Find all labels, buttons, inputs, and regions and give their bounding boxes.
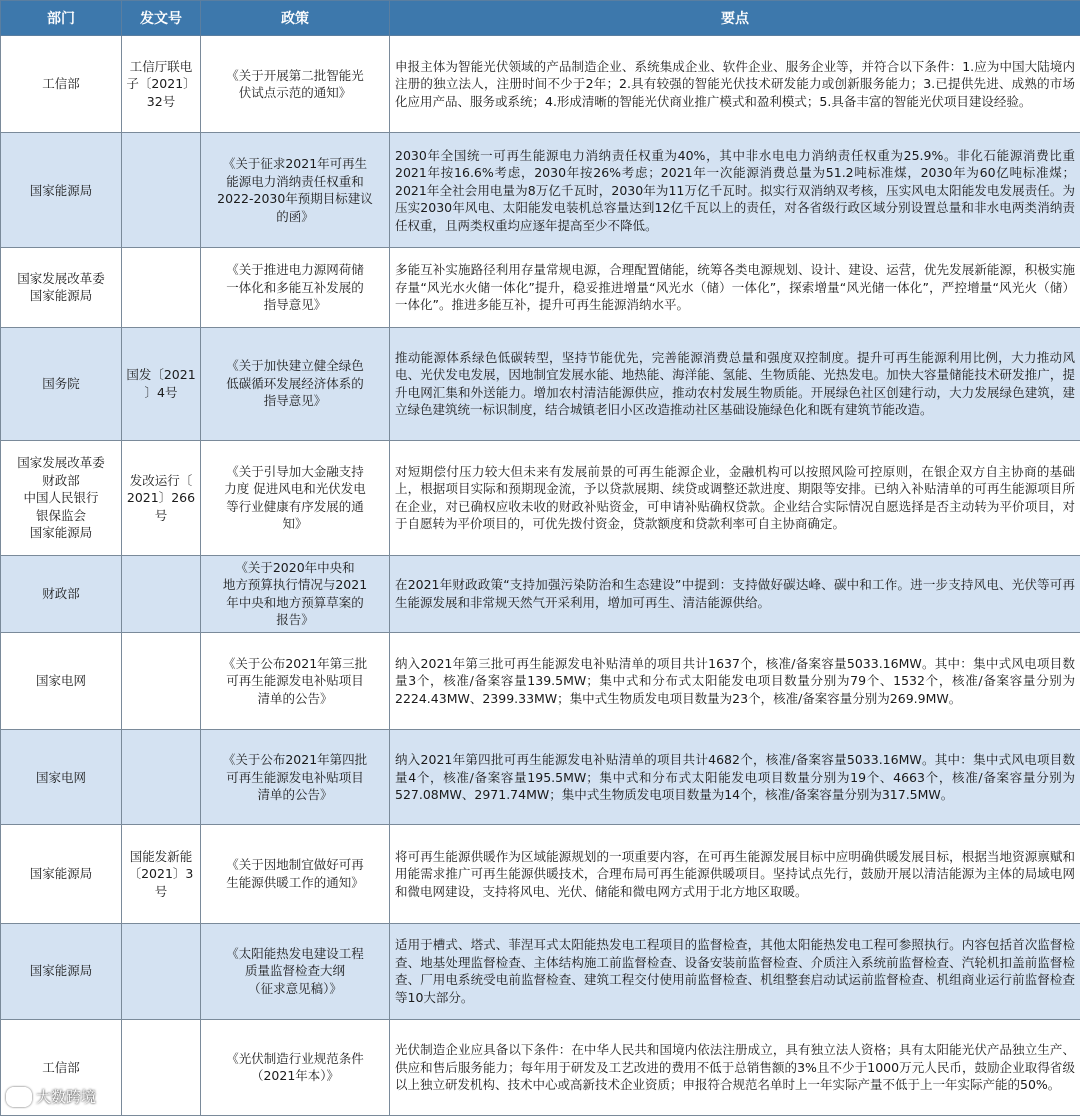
row-points: 光伏制造企业应具备以下条件：在中华人民共和国境内依法注册成立，具有独立法人资格；具有太阳能光伏产品独立生产、供应和售后服务能力；每年用于研发及工艺改进的费用不低于总销售额的3%且不少于1000万元人民币，鼓励企业取得省级以上独立研发机构、技术中心或高新技术企业资质；申报符合规范名单时上一年实际产量不低于上一年实际产能的50%。 — [395, 1042, 1075, 1093]
row-dept: 国家发展改革委 财政部 中国人民银行 银保监会 国家能源局 — [17, 455, 105, 541]
row-points: 申报主体为智能光伏领域的产品制造企业、系统集成企业、软件企业、服务企业等，并符合以下条件：1.应为中国大陆境内注册的独立法人，注册时间不少于2年；2.具有较强的智能光伏技术研发能力或创新服务能力；3.已提供先进、成熟的市场化应用产品、服务或系统；4.形成清晰的智能光伏商业推广模式和盈利模式；5.具备丰富的智能光伏项目建设经验。 — [395, 58, 1075, 109]
row-policy: 《太阳能热发电建设工程 质量监督检查大纲 （征求意见稿）》 — [226, 945, 364, 996]
row-policy: 《关于征求2021年可再生 能源电力消纳责任权重和 2022-2030年预期目标建议 的函》 — [217, 156, 373, 224]
row-dept: 国家能源局 — [29, 963, 93, 979]
header-doc-no: 发文号 — [122, 1, 201, 36]
row-points: 对短期偿付压力较大但未来有发展前景的可再生能源企业，金融机构可以按照风险可控原则，在银企双方自主协商的基础上，根据项目实际和预期现金流，予以贷款展期、续贷或调整还款进度、期限等安排。已纳入补贴清单的可再生能源项目所在企业，对已确权应收未收的财政补贴资金，可申请补贴确权贷款。企业结合实际情况自愿选择是否主动转为平价项目，对于自愿转为平价项目的，可优先拨付资金，贷款额度和贷款利率可自主协商确定。 — [395, 463, 1075, 532]
row-policy: 《关于推进电力源网荷储 一体化和多能互补发展的 指导意见》 — [226, 262, 364, 313]
row-points: 在2021年财政政策“支持加强污染防治和生态建设”中提到：支持做好碳达峰、碳中和工作。进一步支持风电、光伏等可再生能源发展和非常规天然气开采利用，增加可再生、清洁能源供给。 — [395, 577, 1075, 610]
table-row — [1, 923, 1080, 1019]
row-dept: 国家能源局 — [29, 866, 93, 882]
watermark-logo — [6, 1086, 96, 1107]
table-row — [1, 133, 1080, 248]
table-row — [1, 730, 1080, 825]
row-policy: 《关于因地制宜做好可再 生能源供暖工作的通知》 — [226, 857, 364, 890]
row-doc-no: 工信厅联电 子〔2021〕 32号 — [126, 58, 196, 109]
row-points: 多能互补实施路径利用存量常规电源，合理配置储能，统筹各类电源规划、设计、建设、运营，优先发展新能源，积极实施存量“风光水火储一体化”提升，稳妥推进增量“风光水（储）一体化”，探索增量“风光储一体化”，严控增量“风光火（储）一体化”。推进多能互补，提升可再生能源消纳水平。 — [395, 262, 1075, 313]
table-row — [1, 248, 1080, 327]
row-points: 推动能源体系绿色低碳转型，坚持节能优先，完善能源消费总量和强度双控制度。提升可再生能源利用比例，大力推动风电、光伏发电发展，因地制宜发展水能、地热能、海洋能、氢能、生物质能、光热发电。加快大容量储能技术研发推广，提升电网汇集和外送能力。增加农村清洁能源供应，推动农村发展生物质能。开展绿色社区创建行动，大力发展绿色建筑，建立绿色建筑统一标识制度，结合城镇老旧小区改造推动社区基础设施绿色化和既有建筑节能改造。 — [395, 349, 1075, 418]
row-policy: 《关于加快建立健全绿色 低碳循环发展经济体系的 指导意见》 — [226, 358, 364, 409]
row-policy: 《关于公布2021年第三批 可再生能源发电补贴项目 清单的公告》 — [222, 655, 368, 706]
row-points: 2030年全国统一可再生能源电力消纳责任权重为40%，其中非水电电力消纳责任权重为25.9%。非化石能源消费比重2021年按16.6%考虑，2030年按26%考虑；2021年一次能源消费总量为51.2吨标准煤，2030年为60亿吨标准煤；2021年全社会用电量为8万亿千瓦时，2030年为11万亿千瓦时。拟实行双消纳双考核，压实风电太阳能发电发展责任。为压实2030年风电、太阳能发电装机总容量达到12亿千瓦以上的责任，对各省级行政区域分别设置总量和非水电两类消纳责任权重，且两类权重均应逐年提高至少不降低。 — [395, 147, 1075, 233]
row-points: 纳入2021年第四批可再生能源发电补贴清单的项目共计4682个，核准/备案容量5033.16MW。其中：集中式风电项目数量4个，核准/备案容量195.5MW；集中式和分布式太阳能发电项目数量分别为19个、4663个，核准/备案容量分别为527.08MW、2971.74MW；集中式生物质发电项目数量为14个，核准/备案容量分别为317.5MW。 — [395, 752, 1075, 803]
table-row — [1, 555, 1080, 632]
row-dept: 国家能源局 — [29, 182, 93, 198]
row-dept: 工信部 — [42, 1059, 80, 1075]
row-dept: 国家电网 — [35, 769, 86, 785]
table-row — [1, 440, 1080, 555]
table-row — [1, 36, 1080, 133]
header-policy: 政策 — [201, 1, 390, 36]
row-points: 适用于槽式、塔式、菲涅耳式太阳能热发电工程项目的监督检查，其他太阳能热发电工程可参照执行。内容包括首次监督检查、地基处理监督检查、主体结构施工前监督检查、设备安装前监督检查、介质注入系统前监督检查、汽轮机扣盖前监督检查、厂用电系统受电前监督检查、建筑工程交付使用前监督检查、机组整套启动试运前监督检查、机组商业运行前监督检查等10大部分。 — [395, 937, 1075, 1005]
row-dept: 国家电网 — [35, 673, 86, 689]
row-dept: 国家发展改革委 国家能源局 — [17, 270, 105, 304]
row-policy: 《关于开展第二批智能光 伏试点示范的通知》 — [226, 67, 364, 101]
row-doc-no: 国发〔2021 〕4号 — [126, 367, 196, 400]
row-policy: 《关于2020年中央和 地方预算执行情况与2021 年中央和地方预算草案的 报告》 — [222, 559, 368, 628]
header-points: 要点 — [390, 1, 1080, 36]
table-row — [1, 1019, 1080, 1115]
row-dept: 财政部 — [42, 586, 80, 602]
watermark-text: 大数跨境 — [36, 1088, 97, 1106]
row-doc-no: 国能发新能 〔2021〕3 号 — [128, 848, 194, 899]
logo-icon — [6, 1087, 32, 1107]
row-points: 将可再生能源供暖作为区域能源规划的一项重要内容，在可再生能源发展目标中应明确供暖发展目标，根据当地资源禀赋和用能需求推广可再生能源供暖技术，合理布局可再生能源供暖项目。坚持试点先行，鼓励开展以清洁能源为主体的局域电网和微电网建设，支持将风电、光伏、储能和微电网方式用于北方地区取暖。 — [395, 848, 1075, 899]
row-policy: 《光伏制造行业规范条件 （2021年本）》 — [226, 1050, 364, 1084]
row-points: 纳入2021年第三批可再生能源发电补贴清单的项目共计1637个，核准/备案容量5033.16MW。其中：集中式风电项目数量3个，核准/备案容量139.5MW；集中式和分布式太阳能发电项目数量分别为79个、1532个，核准/备案容量分别为2224.43MW、2399.33MW；集中式生物质发电项目数量为23个，核准/备案容量分别为269.9MW。 — [395, 655, 1075, 706]
row-policy: 《关于公布2021年第四批 可再生能源发电补贴项目 清单的公告》 — [222, 752, 368, 803]
table-row — [1, 825, 1080, 923]
row-policy: 《关于引导加大金融支持 力度 促进风电和光伏发电 等行业健康有序发展的通 知》 — [224, 463, 366, 532]
row-dept: 国务院 — [42, 375, 80, 391]
table-header-row — [1, 1, 1080, 36]
row-dept: 工信部 — [42, 76, 80, 92]
table-row — [1, 633, 1080, 730]
header-dept: 部门 — [1, 1, 122, 36]
row-doc-no: 发改运行〔 2021〕266 号 — [126, 472, 196, 523]
table-row — [1, 327, 1080, 440]
